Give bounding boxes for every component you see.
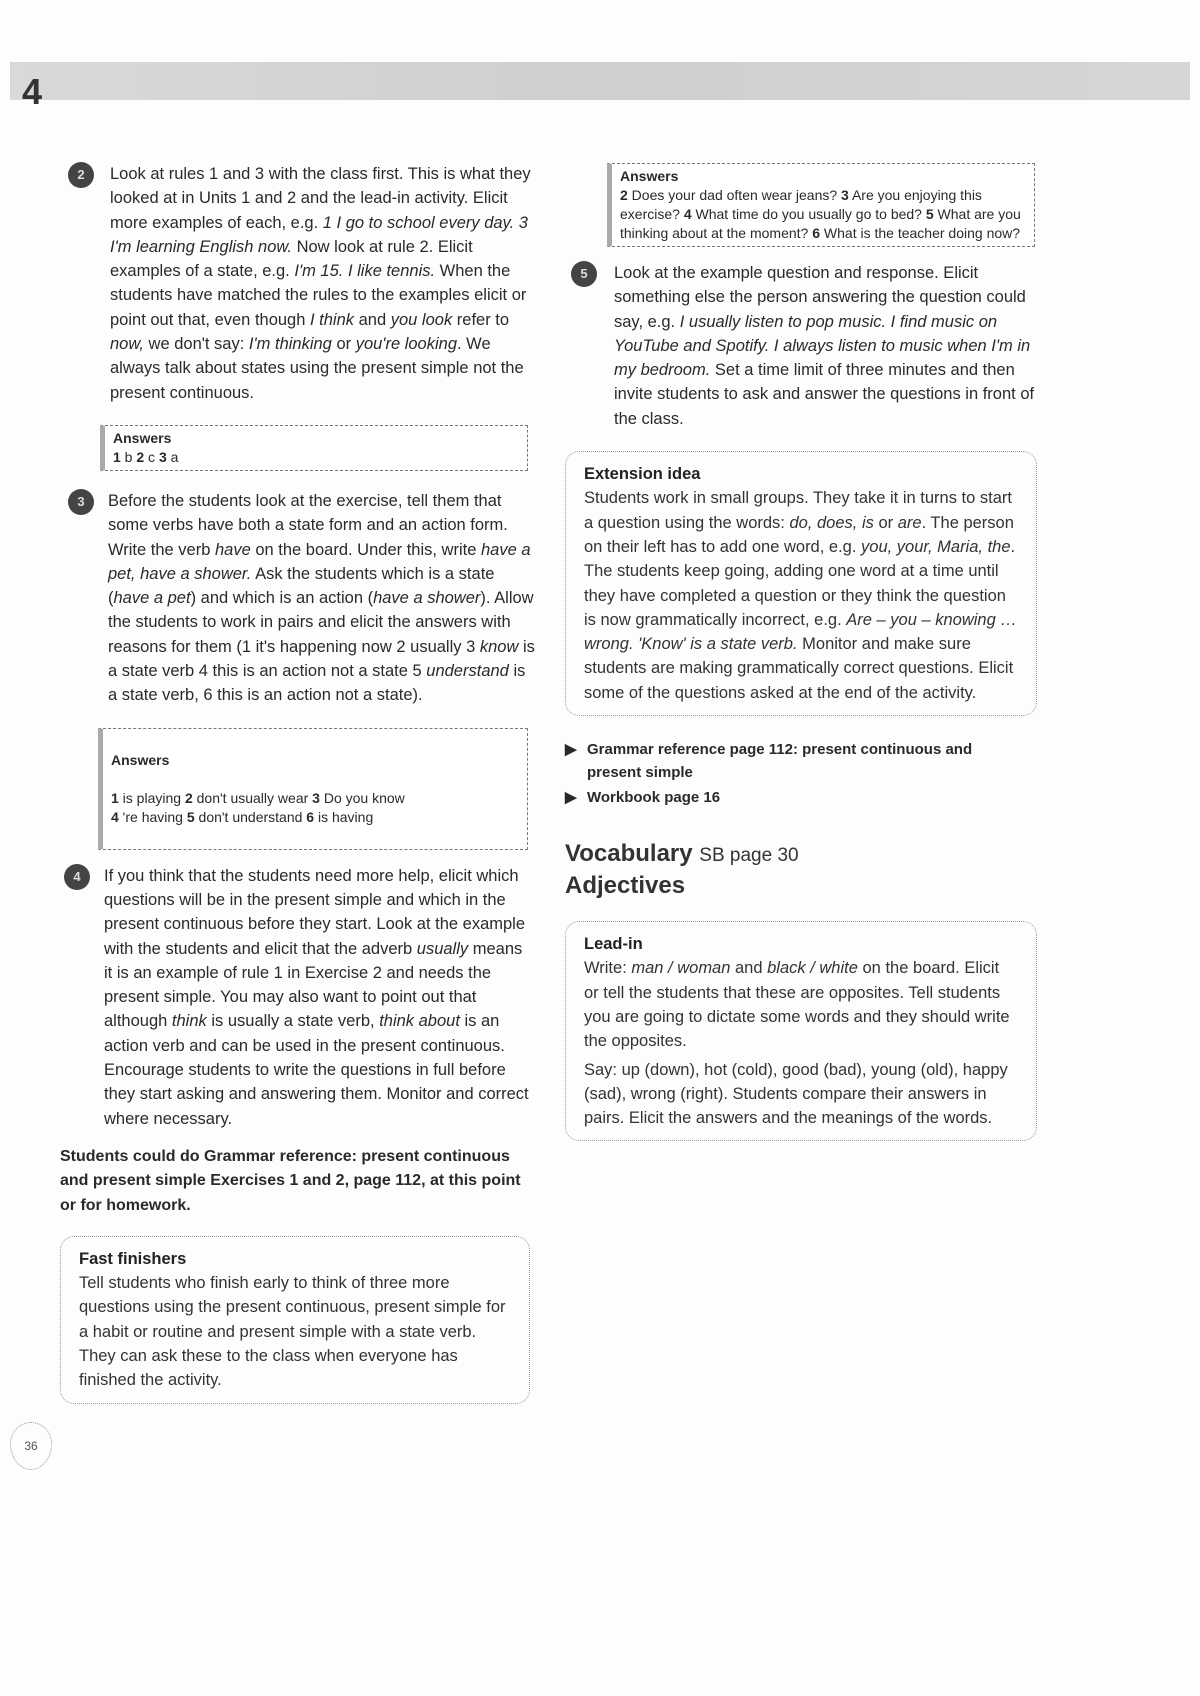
text-run: ) and which is an action ( xyxy=(190,589,374,608)
text-run: 4 xyxy=(683,206,692,222)
text-run: Students work in small groups. They take it in turns to start a question using the words: xyxy=(584,489,1012,532)
lead-in-text xyxy=(584,956,1018,1053)
text-run: or xyxy=(331,335,356,354)
text-run: When the students have matched the rules to the examples elicit or point out that, even though xyxy=(110,262,527,329)
text-run: 2 xyxy=(136,448,145,465)
text-run: 3 xyxy=(841,187,849,203)
text-run: What is the teacher doing now? xyxy=(820,225,1021,241)
text-run: you're looking xyxy=(355,335,457,354)
exercise-number-5: 5 xyxy=(571,261,597,287)
text-run: means it is an example of rule 1 in Exercise 2 and needs the present simple. You may also want to point out that although xyxy=(104,939,523,1031)
text-run: 2 xyxy=(620,187,628,203)
answers-text xyxy=(113,448,519,467)
text-run: is having xyxy=(314,808,374,825)
text-run: 6 xyxy=(306,808,315,825)
text-run: Are you enjoying this exercise? xyxy=(620,187,982,222)
exercise-2 xyxy=(60,162,540,405)
text-run: 5 xyxy=(925,206,934,222)
text-run: have xyxy=(214,540,251,559)
lead-in-title: Lead-in xyxy=(584,935,643,954)
text-run: 1 xyxy=(111,789,119,806)
text-run: Do you know xyxy=(323,789,405,806)
text-run: Are – you – knowing … wrong. 'Know' is a state verb. xyxy=(584,610,1017,654)
arrow-icon: ▶ xyxy=(565,789,577,807)
text-run: What time do you usually go to bed? xyxy=(691,206,926,222)
answers-box-4 xyxy=(607,163,1035,247)
right-column xyxy=(565,163,1040,1141)
fast-finishers-title: Fast finishers xyxy=(79,1249,187,1268)
text-run: do, does, is xyxy=(789,513,874,532)
text-run: What are you thinking about at the moment? xyxy=(620,206,1021,241)
answers-text xyxy=(111,789,519,827)
text-run: 4 xyxy=(111,808,119,825)
text-run: 5 xyxy=(186,808,195,825)
text-run: understand xyxy=(426,662,509,681)
page-number: 36 xyxy=(10,1422,52,1470)
text-run: don't usually wear xyxy=(192,789,313,806)
text-run: black / white xyxy=(767,959,858,978)
text-run: don't understand xyxy=(194,808,307,825)
header-band xyxy=(10,62,1190,100)
text-run: I think xyxy=(310,310,355,329)
text-run: are xyxy=(897,513,922,532)
text-run: man / woman xyxy=(631,959,731,978)
arrow-icon: ▶ xyxy=(565,741,577,759)
text-run: Write: xyxy=(584,959,632,978)
answers-text xyxy=(620,186,1026,243)
exercise-3 xyxy=(60,489,538,708)
text-run: on the board. Under this, write xyxy=(250,540,481,559)
answers-title: Answers xyxy=(113,429,172,446)
text-run: and xyxy=(730,959,768,978)
text-run: Set a time limit of three minutes and then invite students to ask and answer the questions in front of the class. xyxy=(614,361,1035,428)
text-run: is usually a state verb, xyxy=(206,1012,380,1031)
sb-page: SB page 30 xyxy=(699,845,799,867)
text-run: usually xyxy=(416,939,469,958)
grammar-reference-link[interactable] xyxy=(565,738,1005,784)
text-run: on the board. Elicit or tell the students that these are opposites. Tell students you are going to dictate some words and they should write the opposites. xyxy=(584,959,1010,1051)
adjectives-heading: Adjectives xyxy=(565,872,686,900)
text-run: 3 xyxy=(312,789,320,806)
text-run: have a pet, have a shower. xyxy=(108,540,531,583)
text-run: Ask the students which is a state ( xyxy=(108,564,495,608)
text-run: b xyxy=(120,448,137,465)
lead-in-text-2 xyxy=(584,1058,1018,1131)
text-run: Monitor and make sure students are making grammatically correct questions. Elicit some of the questions asked at the end of the activity. xyxy=(584,635,1014,702)
exercise-number-2: 2 xyxy=(68,162,94,188)
unit-number: 4 xyxy=(22,71,43,112)
text-run: I usually listen to pop music. I find music on YouTube and Spotify. I always listen to music when I'm in my bedroom. xyxy=(614,312,1031,380)
vocabulary-heading xyxy=(565,839,799,871)
lead-in-box xyxy=(565,921,1037,1141)
text-run: is playing xyxy=(118,789,185,806)
answers-title: Answers xyxy=(620,168,679,184)
text-run: have a shower xyxy=(373,589,481,608)
text-run: a xyxy=(166,448,179,465)
text-run: is an action verb and can be used in the present continuous. Encourage students to write the questions in full before they start asking and answering them. Monitor and correct where necessary. xyxy=(104,1012,529,1128)
text-run: you, your, Maria, the xyxy=(861,537,1011,556)
text-run: know xyxy=(479,637,519,656)
exercise-number-3: 3 xyxy=(68,489,94,515)
exercise-3-text xyxy=(108,489,538,708)
text-run: think xyxy=(171,1012,207,1031)
text-run: and xyxy=(354,310,391,329)
exercise-5 xyxy=(565,261,1040,431)
extension-idea-box xyxy=(565,451,1037,716)
fast-finishers-box xyxy=(60,1236,530,1404)
text-run: have a pet xyxy=(113,589,191,608)
text-run: 're having xyxy=(118,808,187,825)
text-run: I'm thinking xyxy=(248,335,332,354)
text-run: we don't say: xyxy=(143,335,249,354)
text-run: now, xyxy=(110,335,144,354)
text-run: Say: up (down), hot (cold), good (bad), young (old), happy (sad), wrong (right). Students compare their answers in pairs. Elicit the answers and the meanings of the words. xyxy=(584,1060,1008,1128)
text-run: Look at rules 1 and 3 with the class first. This is what they looked at in Units 1 and 2 and the lead-in activity. Elicit more examples of each, e.g. xyxy=(110,165,531,232)
exercise-5-text xyxy=(614,261,1040,431)
grammar-reference-text: Grammar reference page 112: present continuous and present simple xyxy=(587,741,973,782)
text-run: think about xyxy=(379,1012,460,1031)
workbook-link[interactable] xyxy=(565,786,720,809)
text-run: 1 xyxy=(113,448,121,465)
text-run: is a state verb 4 this is an action not a state 5 xyxy=(108,637,535,681)
text-run: is a state verb, 6 this is an action not a state). xyxy=(108,662,526,705)
text-run: Does your dad often wear jeans? xyxy=(627,187,842,203)
answers-box-3 xyxy=(98,728,528,850)
text-run: . The students keep going, adding one word at a time until they have completed a question or they think the question is now grammatically incorrect, e.g. xyxy=(584,537,1016,629)
exercise-2-text xyxy=(110,162,540,405)
extension-idea-title: Extension idea xyxy=(584,465,701,484)
text-run: 2 xyxy=(184,789,193,806)
text-run: 1 I go to school every day. 3 I'm learning English now. xyxy=(110,213,528,256)
text-run: ). Allow the students to work in pairs and elicit the answers with reasons for them (1 it's happening now 2 usually 3 xyxy=(108,589,534,656)
exercise-number-4: 4 xyxy=(64,864,90,890)
extension-idea-text xyxy=(584,486,1018,705)
text-run: 3 xyxy=(158,448,167,465)
text-run: refer to xyxy=(452,310,510,329)
text-run: Now look at rule 2. Elicit examples of a state, e.g. xyxy=(110,237,473,281)
text-run: 6 xyxy=(812,225,821,241)
text-run: Tell students who finish early to think of three more questions using the present continuous, present simple for a habit or routine and present simple with a state verb. They can ask these to the class when everyone has finished the activity. xyxy=(79,1274,506,1390)
text-run: . We always talk about states using the present simple not the present continuous. xyxy=(110,335,524,402)
vocabulary-title: Vocabulary xyxy=(565,840,693,868)
grammar-note: Students could do Grammar reference: present continuous and present simple Exercises 1 and 2, page 112, at this point or for homework. xyxy=(60,1147,521,1214)
exercise-4-text xyxy=(104,864,534,1131)
text-run: Before the students look at the exercise, tell them that some verbs have both a state form and an action form. Write the verb xyxy=(108,491,508,559)
left-column xyxy=(60,162,540,1404)
answers-title: Answers xyxy=(111,751,170,768)
text-run: c xyxy=(144,448,159,465)
workbook-text: Workbook page 16 xyxy=(587,789,721,807)
fast-finishers-text xyxy=(79,1271,511,1392)
text-run: I'm 15. I like tennis. xyxy=(294,262,436,281)
answers-box-2 xyxy=(100,425,528,471)
text-run: If you think that the students need more help, elicit which questions will be in the present simple and which in the present continuous before they start. Look at the example with the students and elicit that the adverb xyxy=(104,866,526,958)
text-run: . The person on their left has to add one word, e.g. xyxy=(584,513,1014,556)
text-run: you look xyxy=(390,310,453,329)
text-run: Look at the example question and response. Elicit something else the person answering the question could say, e.g. xyxy=(614,264,1026,331)
text-run: or xyxy=(873,513,898,532)
exercise-4 xyxy=(60,864,534,1131)
